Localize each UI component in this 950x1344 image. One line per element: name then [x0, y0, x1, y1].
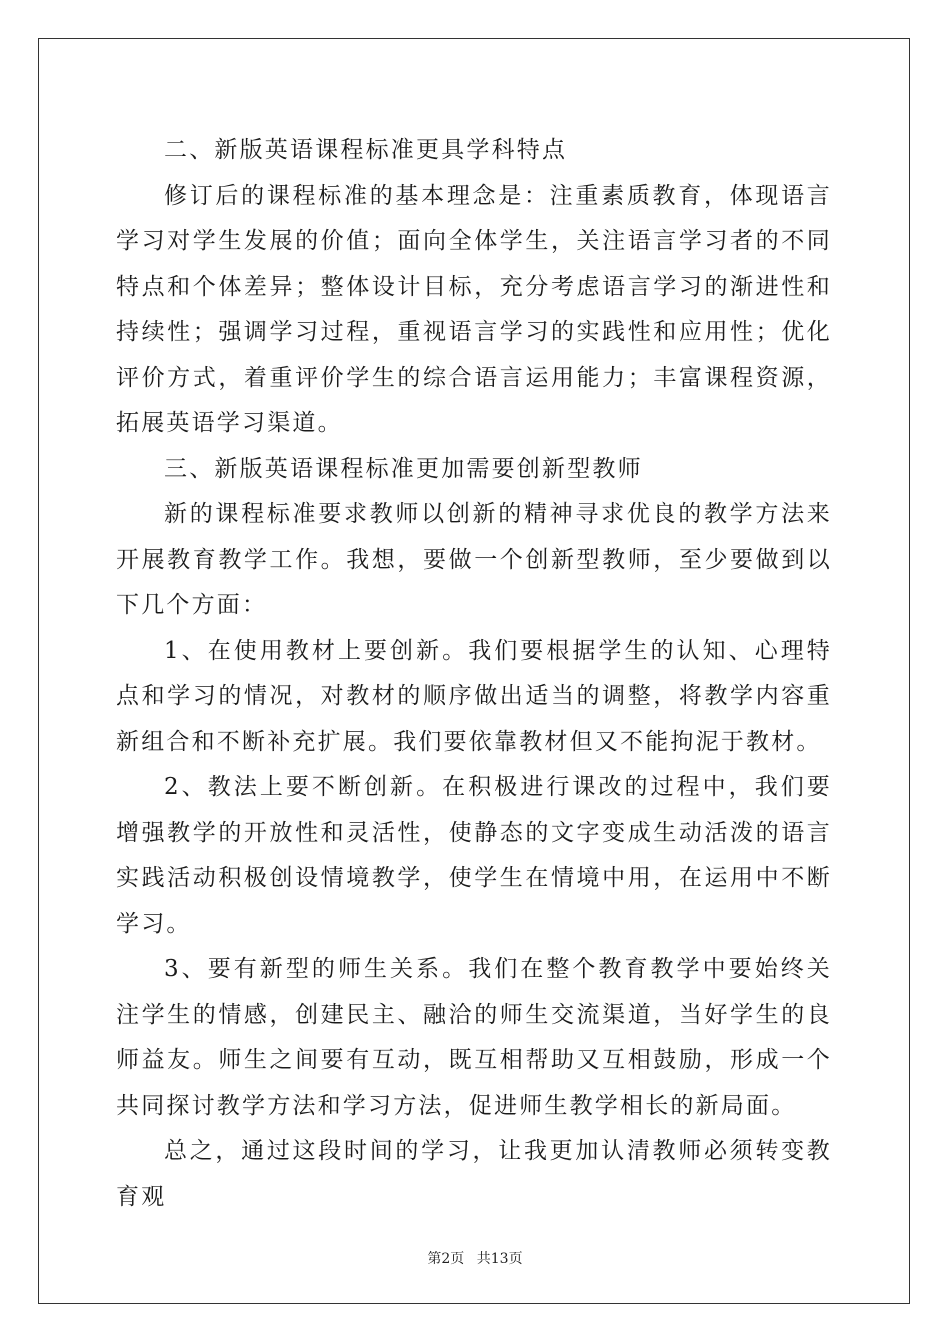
- paragraph-innovative-teacher: 新的课程标准要求教师以创新的精神寻求优良的教学方法来开展教育教学工作。我想，要做一个创新型教师，至少要做到以下几个方面：: [116, 501, 832, 618]
- paragraph-item-1: 1、在使用教材上要创新。我们要根据学生的认知、心理特点和学习的情况，对教材的顺序做出适当的调整，将教学内容重新组合和不断补充扩展。我们要依靠教材但又不能拘泥于教材。: [116, 637, 832, 755]
- page-number-current: 第2页: [427, 1251, 465, 1267]
- page-number-total: 共13页: [476, 1251, 523, 1267]
- paragraph-item-2: 2、教法上要不断创新。在积极进行课改的过程中，我们要增强教学的开放性和灵活性，使静态的文字变成生动活泼的语言实践活动积极创设情境教学，使学生在情境中用，在运用中不断学习。: [116, 774, 832, 937]
- paragraph-principles: 修订后的课程标准的基本理念是：注重素质教育，体现语言学习对学生发展的价值；面向全体学生，关注语言学习者的不同特点和个体差异；整体设计目标，充分考虑语言学习的渐进性和持续性；强调学习过程，重视语言学习的实践性和应用性；优化评价方式，着重评价学生的综合语言运用能力；丰富课程资源，拓展英语学习渠道。: [116, 182, 832, 436]
- page-footer: [0, 1248, 950, 1268]
- paragraph-item-3: 3、要有新型的师生关系。我们在整个教育教学中要始终关注学生的情感，创建民主、融洽的师生交流渠道，当好学生的良师益友。师生之间要有互动，既互相帮助又互相鼓励，形成一个共同探讨教学方法和学习方法，促进师生教学相长的新局面。: [116, 956, 832, 1119]
- paragraph-summary: 总之，通过这段时间的学习，让我更加认清教师必须转变教育观: [116, 1138, 832, 1210]
- section-heading-3: 三、新版英语课程标准更加需要创新型教师: [164, 455, 643, 482]
- document-body: [116, 128, 832, 1220]
- section-heading-2: 二、新版英语课程标准更具学科特点: [164, 137, 568, 163]
